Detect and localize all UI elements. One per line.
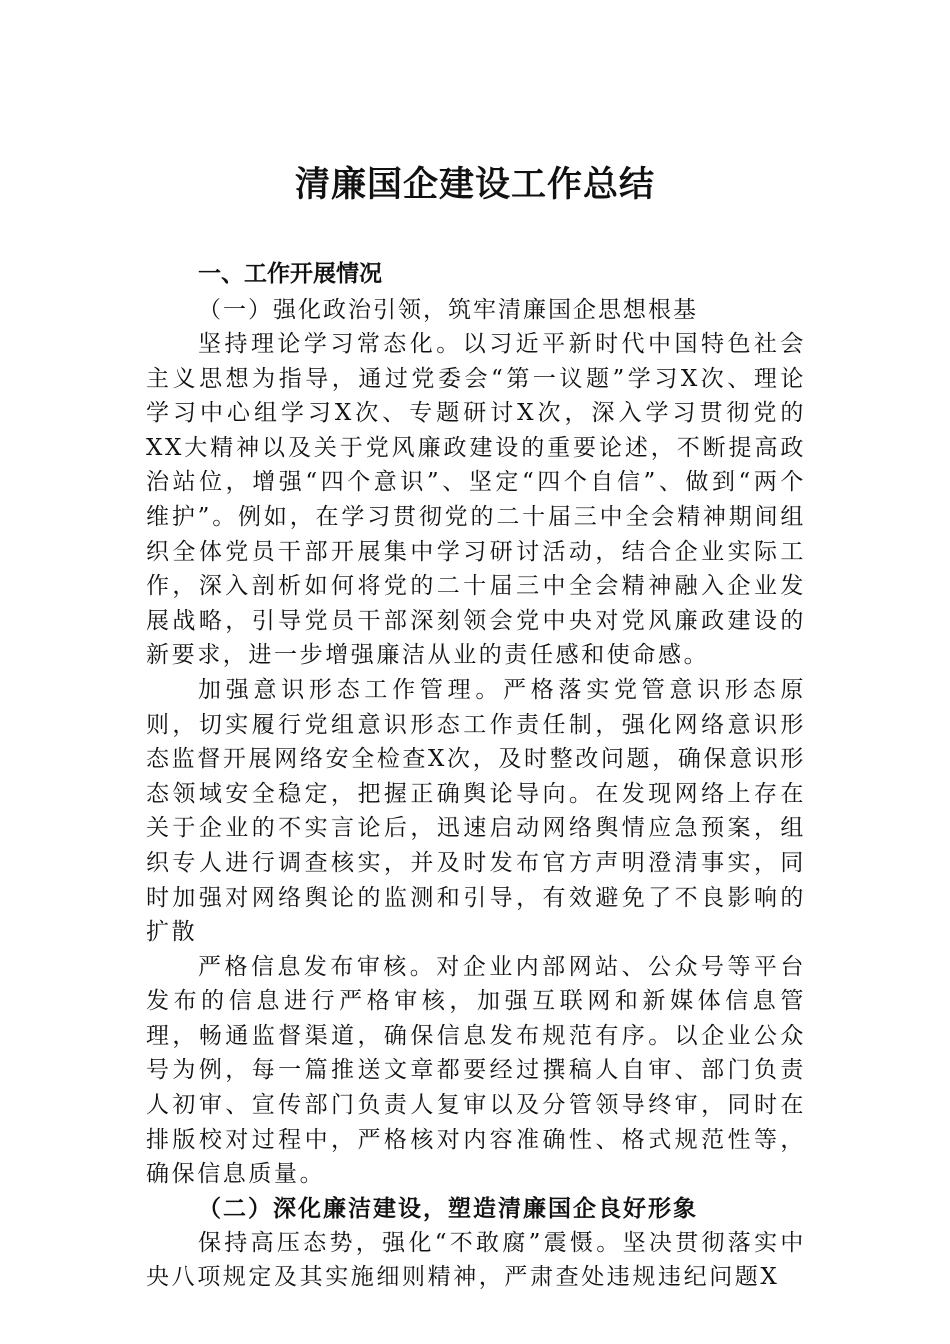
subsection-heading: （二）深化廉洁建设，塑造清廉国企良好形象	[198, 1194, 698, 1222]
section-heading: 一、工作开展情况	[198, 261, 382, 287]
paragraph: 加强意识形态工作管理。严格落实党管意识形态原则，切实履行党组意识形态工作责任制，强化网络意识形态监督开展网络安全检查X次，及时整改问题，确保意识形态领域安全稳定，把握正确舆论导向。在发现网络上存在关于企业的不实言论后，迅速启动网络舆情应急预案，组织专人进行调查核实，并及时发布官方声明澄清事实，同时加强对网络舆论的监测和引导，有效避免了不良影响的扩散	[146, 676, 806, 946]
paragraph: 严格信息发布审核。对企业内部网站、公众号等平台发布的信息进行严格审核，加强互联网和新媒体信息管理，畅通监督渠道，确保信息发布规范有序。以企业公众号为例，每一篇推送文章都要经过撰稿人自审、部门负责人初审、宣传部门负责人复审以及分管领导终审，同时在排版校对过程中，严格核对内容准确性、格式规范性等，确保信息质量。	[146, 953, 806, 1188]
subsection-heading: （一）强化政治引领，筑牢清廉国企思想根基	[198, 297, 698, 323]
paragraph: 保持高压态势，强化“不敢腐”震慑。坚决贯彻落实中央八项规定及其实施细则精神，严肃查处违规违纪问题X	[146, 1229, 806, 1291]
paragraph: 坚持理论学习常态化。以习近平新时代中国特色社会主义思想为指导，通过党委会“第一议题”学习X次、理论学习中心组学习X次、专题研讨X次，深入学习贯彻党的XX大精神以及关于党风廉政建设的重要论述，不断提高政治站位，增强“四个意识”、坚定“四个自信”、做到“两个维护”。例如，在学习贯彻党的二十届三中全会精神期间组织全体党员干部开展集中学习研讨活动，结合企业实际工作，深入剖析如何将党的二十届三中全会精神融入企业发展战略，引导党员干部深刻领会党中央对党风廉政建设的新要求，进一步增强廉洁从业的责任感和使命感。	[146, 331, 806, 669]
document-title: 清廉国企建设工作总结	[294, 164, 655, 205]
document-body	[146, 255, 806, 1295]
